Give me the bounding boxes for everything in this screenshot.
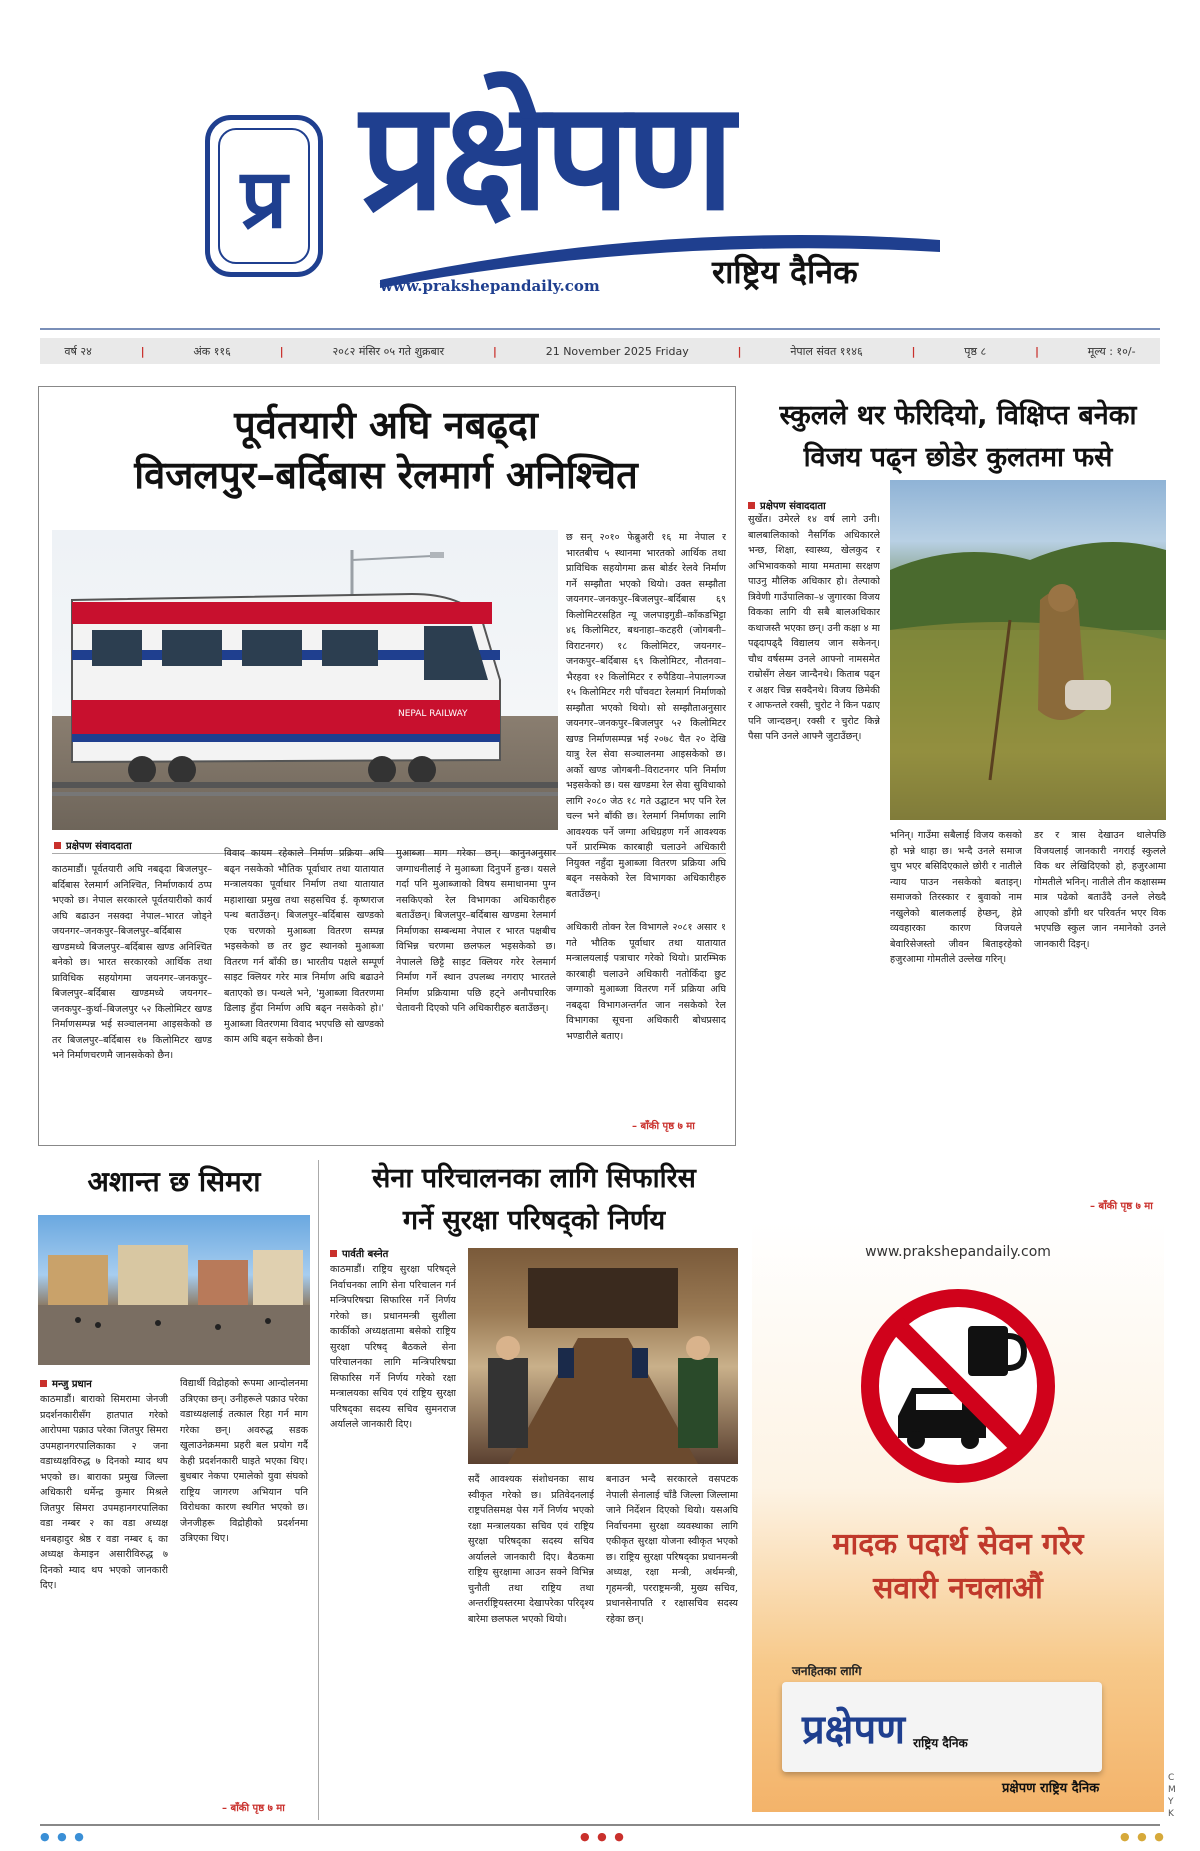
story3-headline[interactable]: अशान्त छ सिमरा: [87, 1165, 261, 1198]
lead-headline-line2: विजलपुर–बर्दिबास रेलमार्ग अनिश्चित: [134, 453, 638, 497]
story4-col-3: बनाउन भन्दै सरकारले वसपटक नेपाली सेनालाई चाँडै जिल्ला जिल्लामा जाने निर्देशन दिएको थियो। यसअघि निर्वाचनमा सुरक्षा व्यवस्थाका लागि एकीकृत सुरक्षा योजना स्वीकृत भएको छ। राष्ट्रिय सुरक्षा परिषद्का प्रधानमन्त्री अध्यक्ष, रक्षा मन्त्री, अर्थमन्त्री, गृहमन्त्री, परराष्ट्रमन्त्री, मुख्य सचिव, प्रधानसेनापति र रक्षासचिव सदस्य रहेका छन्।: [606, 1474, 738, 1625]
english-date: 21 November 2025 Friday: [545, 344, 689, 358]
story4-byline: पार्वती बस्नेत: [330, 1246, 388, 1260]
lead-col-3: मुआब्जा माग गरेका छन्। कानुनअनुसार जग्गाधनीलाई ने मुआब्जा दिनुपर्ने हुन्छ। यसले गर्दा पनि मुआब्जाको विषय समाधानमा पुग्न नसकिएको रेल विभागका अधिकारीहरु बताउँछन्। बिजलपुर–बर्दिबास खण्डमा रेलमार्ग निर्माणका सम्बन्धमा नेपाल र भारत पक्षबीच विभिन्न चरणमा छलफल भइसकेको छ। नेपालले छिट्टै साइट क्लियर गरेर रेलमार्ग निर्माण गर्ने स्थान उपलब्ध नगराए भारतले निर्माण प्रक्रियामा पछि हट्ने अनौपचारिक चेतावनी दिएको पनि अधिकारीहरु बताउँछन्।: [396, 848, 556, 1014]
cmyk-marks: C M Y K: [1168, 1773, 1176, 1819]
ad-slogan-line1: मादक पदार्थ सेवन गरेर: [832, 1527, 1084, 1562]
separator: |: [737, 344, 742, 358]
story3-col-2: विद्यार्थी विद्रोहको रूपमा आन्दोलनमा उत्रिएका छन्। उनीहरूले पक्राउ परेका वडाध्यक्षलाई तत्काल रिहा गर्न माग गरेका छन्। अवरुद्ध सडक खुलाउनेक्रममा प्रहरी बल प्रयोग गर्दै केही प्रदर्शनकारी घाइते भएका थिए। बुधबार नेकपा एमालेको युवा संघको राष्ट्रिय जागरण अभियान पनि विरोधका कारण स्थगित भएको छ। जेनजीहरू विद्रोहीको प्रदर्शनमा उत्रिएका थिए।: [180, 1378, 308, 1544]
brand-name: प्रक्षेपण: [360, 70, 731, 244]
story4-headline-line1: सेना परिचालनका लागि सिफारिस: [372, 1163, 696, 1194]
bottom-rule: [40, 1824, 1160, 1826]
price: मूल्य : १०/-: [1087, 344, 1136, 358]
story4-photo: [468, 1248, 738, 1464]
ad-website: www.prakshepandaily.com: [865, 1244, 1051, 1260]
story2-byline: प्रक्षेपण संवाददाता: [748, 498, 826, 512]
lead-col-2: विवाद कायम रहेकाले निर्माण प्रक्रिया अघि बढ्न नसकेको भौतिक पूर्वाधार तथा यातायात मन्त्रालयका पूर्वाधार निर्माण तथा यातायात महाशाखा प्रमुख तथा सहसचिव ई. कृष्णराज पन्थ बताउँछन्। बिजलपुर–बर्दिबास खण्डको एक चरणको मुआब्जा वितरण सम्पन्न भइसकेको छ तर छुट स्थानको मुआब्जा वितरण गर्न बाँकी छ। भारतीय पक्षले सम्पूर्ण साइट क्लियर गरेर मात्र निर्माण अघि बढाउने बताएको छ। पन्थले भने, 'मुआब्जा वितरणमा ढिलाइ हुँदा निर्माण अघि बढ्न नसकेको हो।' मुआब्जा वितरणमा विवाद भएपछि सो खण्डको काम अघि बढ्न सकेको छैन।: [224, 848, 384, 1045]
story4-headline-line2: गर्ने सुरक्षा परिषद्को निर्णय: [402, 1205, 666, 1236]
no-drinking-driving-icon: [858, 1286, 1058, 1486]
lead-col-1: काठमाडौं। पूर्वतयारी अघि नबढ्दा बिजलपुर–बर्दिबास रेलमार्ग अनिश्चित, निर्माणकार्य ठप्प भएको छ। नेपाल सरकारले पूर्वतयारीको कार्य अघि बढाउन नसक्दा नेपाल–भारत जोड्ने जयनगर–जनकपुर–बिजलपुर–बर्दिबास खण्डमध्ये बिजलपुर–बर्दिबास खण्ड अनिश्चित बनेको छ। भारत सरकारको आर्थिक तथा प्राविधिक सहयोगमा जयनगर–जनकपुर–बिजलपुर–बर्दिबास खण्डमध्ये जयनगर–जनकपुर–कुर्था–बिजलपुर ५२ किलोमिटर खण्ड निर्माणसम्पन्न भई सञ्चालनमा आइसकेको छ तर बिजलपुर–बर्दिबास १७ किलोमिटर खण्ड भने निर्माणचरणमै जानसकेको छैन।: [52, 864, 212, 1061]
story2-col-2: भनिन्। गाउँमा सबैलाई विजय कसको हो भन्ने थाहा छ। भन्दै उनले समाज चुप भएर बसिदिएकाले छोरी र नातीले न्याय पाउन नसकेको बताइन्। समाजको तिरस्कार र बुवाको नाम नखुलेको बालकलाई हेप्छन्, हेप्ने व्यवहारका कारण विजयले बेवारिसेजस्तो जीवन बिताइरहेको हजुरआमा गोमतीले उल्लेख गरिन्।: [890, 830, 1022, 965]
mountain-person-illustration: [890, 480, 1166, 820]
story2-photo: [890, 480, 1166, 820]
story4-headline[interactable]: [328, 1158, 740, 1242]
print-registration-marks-left: ● ● ●: [40, 1830, 86, 1843]
page-number: पृष्ठ ८: [964, 344, 987, 358]
story3-byline: मन्जु प्रधान: [40, 1376, 92, 1390]
ad-paper-tag: राष्ट्रिय दैनिक: [913, 1735, 968, 1750]
story4-col-1: काठमाडौं। राष्ट्रिय सुरक्षा परिषद्ले निर्वाचनका लागि सेना परिचालन गर्न मन्त्रिपरिषद्मा सिफारिस गर्ने निर्णय गरेको छ। प्रधानमन्त्री सुशीला कार्कीको अध्यक्षतामा बसेको राष्ट्रिय सुरक्षा परिषद् बैठकले सेना परिचालनका लागि मन्त्रिपरिषद्मा सिफारिस गर्ने निर्णय गरेको रक्षा मन्त्रालयका सचिव एवं राष्ट्रिय सुरक्षा परिषद्का सदस्य सचिव सुमनराज अर्यालले जानकारी दिए।: [330, 1264, 456, 1430]
lead-headline[interactable]: [40, 400, 732, 500]
train-photo: [52, 530, 558, 830]
lead-right-column: छ सन् २०१० फेब्रुअरी १६ मा नेपाल र भारतबीच ५ स्थानमा भारतको आर्थिक तथा प्राविधिक सहयोगमा क्रस बोर्डर रेलवे निर्माण गर्ने सम्झौता भएको थियो। उक्त सम्झौता जयनगर–जनकपुर–बिजलपुर–बर्दिबास ६९ किलोमिटरसहित न्यू जलपाइगुडी–काँकडभिट्टा ४६ किलोमिटर, बथनाहा–कटहरी (जोगबनी–विराटनगर) १८ किलोमिटर, जयनगर–जनकपुर–बर्दिबास ६९ किलोमिटर, नौतनवा–भैरहवा १२ किलोमिटर र रुपैडिया–नेपालगञ्ज १५ किलोमिटर गरी पाँचवटा रेलमार्ग निर्माणको सम्झौता भएको थियो। सो सम्झौताअनुसार जयनगर–जनकपुर–बिजलपुर ५२ किलोमिटर खण्ड निर्माणसम्पन्न भई २०७८ चैत २० देखि यात्रु रेल सेवा सञ्चालनमा आइसकेको छ। अर्को खण्ड जोगबनी–विराटनगर पनि निर्माण भइसकेको छ। यस खण्डमा रेल सेवा सुविधाको लागि २०८० जेठ १८ गते उद्घाटन भए पनि रेल चल्न भने बाँकी छ। रेलमार्ग निर्माणका लागि आवश्यक पर्ने जग्गा अधिग्रहण गर्ने आवश्यक पर्ने प्रारम्भिक कारबाही चलाउने अधिकारी नियुक्त नहुँदा मुआब्जा वितरण प्रक्रिया अघि बढ्न नसकेको रेल विभागका अधिकारीहरु बताउँछन्।: [566, 532, 726, 900]
story3-continued[interactable]: – बाँकी पृष्ठ ७ मा: [222, 1803, 285, 1814]
story2-headline-line1: स्कुलले थर फेरिदियो, विक्षिप्त बनेका: [779, 400, 1137, 431]
train-label: NEPAL RAILWAY: [398, 709, 468, 719]
nepal-sambat: नेपाल संवत ११४६: [790, 344, 863, 358]
date-bar: [40, 338, 1160, 364]
meeting-illustration: [468, 1248, 738, 1464]
lead-byline: प्रक्षेपण संवाददाता: [54, 838, 132, 852]
street-scene-illustration: [38, 1215, 310, 1365]
issue: अंक ११६: [193, 344, 231, 358]
story2-continued[interactable]: – बाँकी पृष्ठ ७ मा: [1090, 1201, 1153, 1212]
separator: |: [279, 344, 284, 358]
story4-col-2: सदैं आवश्यक संशोधनका साथ स्वीकृत गरेको छ। प्रतिवेदनलाई राष्ट्रपतिसमक्ष पेस गर्ने निर्णय भएको रक्षा मन्त्रालयका सचिव एवं राष्ट्रिय सुरक्षा परिषद्का सदस्य सचिव अर्यालले जानकारी दिए। बैठकमा राष्ट्रिय सुरक्षामा आउन सक्ने विभिन्न चुनौती तथा राष्ट्रिय तथा अन्तर्राष्ट्रियस्तरमा देखापरेका परिदृश्य बारेमा छलफल भएको थियो।: [468, 1474, 594, 1625]
separator: |: [1034, 344, 1039, 358]
masthead-logo: [205, 115, 323, 277]
separator: |: [492, 344, 497, 358]
train-illustration: [52, 530, 558, 830]
ad-newspaper-roll: [782, 1682, 1102, 1772]
lead-col-4: अधिकारी तोक्न रेल विभागले २०८१ असार १ गते भौतिक पूर्वाधार तथा यातायात मन्त्रालयलाई पत्राचार गरेको थियो। प्रारम्भिक कारबाही चलाउने अधिकारी नतोकिँदा छुट जग्गाको मुआब्जा वितरण गर्ने प्रक्रिया अघि नबढ्दा विभागअन्तर्गत जान नसकेको रेल विभागका सूचना अधिकारी बोधप्रसाद भण्डारीले बताए।: [566, 922, 726, 1042]
top-rule: [40, 328, 1160, 330]
story2-col-3: डर र त्रास देखाउन थालेपछि विजयलाई जानकारी नगराई स्कुलले विक थर लेखिदिएको हो, हजुरआमा गोमतीले भनिन्। नातीले तीन कक्षासम्म मात्र पढेको बताउँदै उनले लेख्दै आएको डाँगी थर परिवर्तन भएर विक भएपछि स्कुल जान नमानेको उनले जानकारी दिइन्।: [1034, 830, 1166, 950]
lead-rule: [52, 853, 726, 854]
brand-website: www.prakshepandaily.com: [380, 277, 600, 295]
lead-continued[interactable]: – बाँकी पृष्ठ ७ मा: [632, 1121, 695, 1132]
ad-paper-name: प्रक्षेपण: [802, 1706, 906, 1753]
column-divider: [318, 1160, 319, 1820]
brand-tagline: राष्ट्रिय दैनिक: [712, 253, 858, 291]
ad-caption: जनहितका लागि: [792, 1664, 862, 1678]
print-registration-marks-right: ● ● ●: [1120, 1830, 1166, 1843]
volume: वर्ष २४: [64, 344, 92, 358]
drunk-driving-ad[interactable]: [752, 1222, 1164, 1812]
story3-col-1: काठमाडौं। बाराको सिमरामा जेनजी प्रदर्शनकारीसँग हातपात गरेको आरोपमा पक्राउ परेका जितपुर सिमरा उपमहानगरपालिकाका २ जना वडाध्यक्षविरुद्ध ७ दिनको म्याद थप भएको छ। बाराका प्रमुख जिल्ला अधिकारी धर्मेन्द्र कुमार मिश्रले जितपुर सिमरा उपमहानगरपालिका वडा नम्बर २ का वडा अध्यक्ष धनबहादुर श्रेष्ठ र वडा नम्बर ६ का अध्यक्ष केमाइन असारीविरुद्ध ७ दिनको म्याद थप भएको जानकारी दिए।: [40, 1394, 168, 1591]
separator: |: [911, 344, 916, 358]
story3-photo: [38, 1215, 310, 1365]
lead-headline-line1: पूर्वतयारी अघि नबढ्दा: [234, 403, 538, 447]
story2-headline[interactable]: [748, 395, 1168, 479]
story2-headline-line2: विजय पढ्न छोडेर कुलतमा फसे: [803, 442, 1113, 473]
story2-col-1: सुर्खेत। उमेरले १४ वर्ष लागे उनी। बालबालिकाको नैसर्गिक अधिकारले भन्छ, शिक्षा, स्वास्थ्य, खेलकुद र अभिभावकको माया ममतामा सरक्षण पाउनु मौलिक अधिकार हो। तेल्पाको त्रिवेणी गाउँपालिका–४ जुगारका विजय विकका लागि यी सबै बालअधिकार कथाजस्तै भएका छन्। उनी कक्षा ४ मा पढ्दापढ्दै विद्यालय जान सकेनन्। चौध वर्षसम्म उनले आफ्नो नामसमेत राम्रोसँग लेख्न जान्दैनथे। किताब पढ्न र अक्षर चिन्न सक्दैनथे। विजय छिमेकी र आफन्तले रक्सी, चुरोट ने किन पढाए पनि जान्दछन्। रक्सी र चुरोट किन्ने पैसा पनि उनले आफ्नै जुटाउँछन्।: [748, 514, 880, 742]
ad-slogan-line2: सवारी नचलाऔं: [873, 1571, 1043, 1606]
print-registration-marks-center: ● ● ●: [580, 1830, 626, 1843]
logo-glyph: प्र: [218, 128, 310, 264]
separator: |: [140, 344, 145, 358]
ad-footer-tag: प्रक्षेपण राष्ट्रिय दैनिक: [1002, 1781, 1100, 1796]
nepali-date: २०८२ मंसिर ०५ गते शुक्रबार: [332, 344, 445, 358]
